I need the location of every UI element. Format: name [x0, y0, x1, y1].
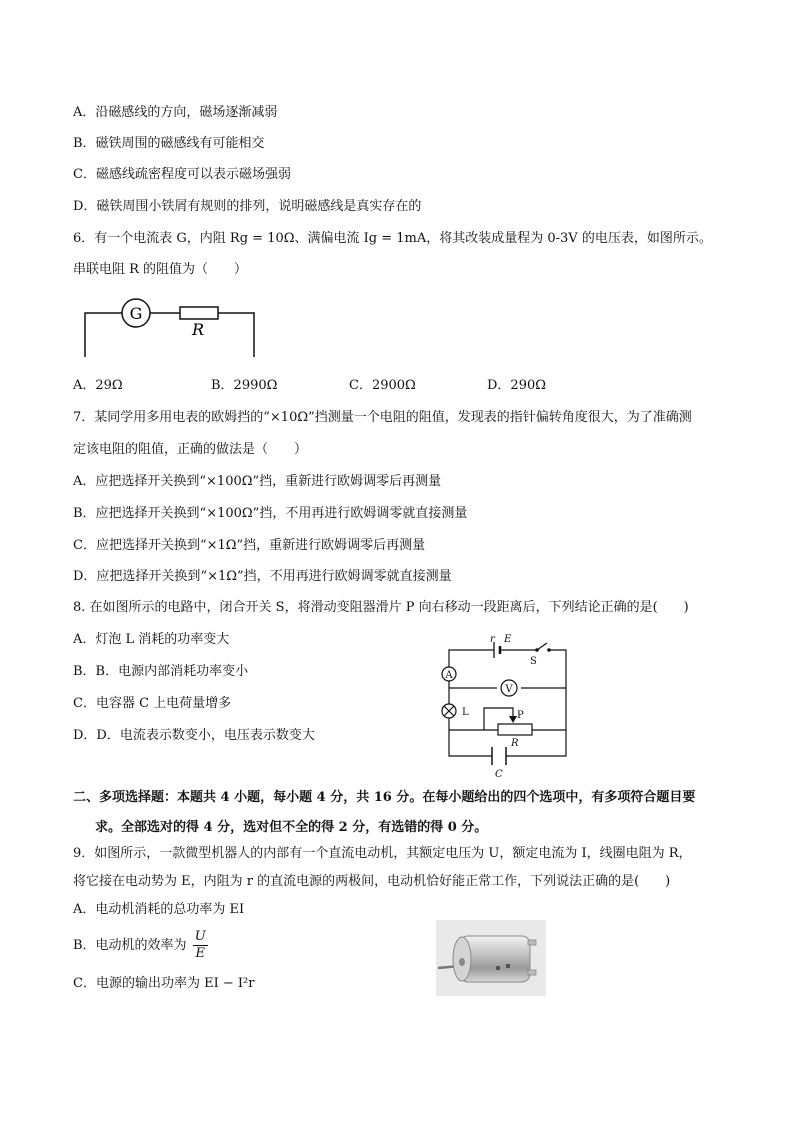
label-E: E — [504, 634, 512, 645]
label-S: S — [530, 656, 537, 667]
q9-option-a: A．电动机消耗的总功率为 EI — [73, 902, 245, 917]
q6-stem-line2: 串联电阻 R 的阻值为（ ） — [73, 262, 248, 277]
q6-stem-line1: 6．有一个电流表 G，内阻 Rg = 10Ω、满偏电流 Ig = 1mA，将其改装成量程为 0-3V 的电压表，如图所示。 — [73, 231, 712, 246]
label-r: r — [490, 634, 495, 645]
q6-option-b: B．2990Ω — [211, 378, 278, 393]
q8-option-a: A．灯泡 L 消耗的功率变大 — [73, 632, 230, 647]
fraction-denominator: E — [195, 946, 205, 961]
q8-circuit-diagram — [432, 634, 577, 780]
q6-circuit-diagram — [80, 295, 260, 361]
q7-option-c: C．应把选择开关换到“×1Ω”挡，重新进行欧姆调零后再测量 — [73, 538, 426, 553]
resistor-label: R — [191, 320, 205, 339]
galvanometer-label: G — [129, 304, 143, 323]
label-A: A — [445, 670, 453, 681]
q7-option-d: D．应把选择开关换到“×1Ω”挡，不用再进行欧姆调零就直接测量 — [73, 569, 452, 584]
dc-motor-image — [436, 920, 546, 996]
label-V: V — [505, 684, 513, 695]
q5-option-c: C．磁感线疏密程度可以表示磁场强弱 — [73, 167, 291, 182]
q8-option-b: B．B．电源内部消耗功率变小 — [73, 664, 249, 679]
q6-option-c: C．2900Ω — [349, 378, 416, 393]
fraction-numerator: U — [194, 929, 206, 944]
section-2-heading-line2: 求。全部选对的得 4 分，选对但不全的得 2 分，有选错的得 0 分。 — [95, 820, 488, 835]
efficiency-fraction — [193, 929, 208, 962]
q8-option-d: D．D．电流表示数变小，电压表示数变大 — [73, 728, 315, 743]
q8-stem: 8. 在如图所示的电路中，闭合开关 S，将滑动变阻器滑片 P 向右移动一段距离后，下列结论正确的是( ) — [73, 600, 689, 615]
q9-option-c: C．电源的输出功率为 EI − I²r — [73, 976, 255, 991]
label-L: L — [462, 707, 469, 718]
q9-option-b — [73, 926, 208, 966]
section-2-heading-line1: 二、多项选择题：本题共 4 小题，每小题 4 分，共 16 分。在每小题给出的四个选项中，有多项符合题目要 — [73, 790, 696, 805]
q7-option-b: B．应把选择开关换到“×100Ω”挡，不用再进行欧姆调零就直接测量 — [73, 506, 468, 521]
q7-stem-line1: 7．某同学用多用电表的欧姆挡的“×10Ω”挡测量一个电阻的阻值，发现表的指针偏转角度很大，为了准确测 — [73, 410, 692, 425]
label-R: R — [511, 738, 519, 749]
q5-option-b: B．磁铁周围的磁感线有可能相交 — [73, 136, 265, 151]
q9-stem-line2: 将它接在电动势为 E，内阻为 r 的直流电源的两极间，电动机恰好能正常工作，下列说法正确的是( ) — [73, 874, 671, 889]
q6-option-d: D．290Ω — [487, 378, 547, 393]
label-C: C — [495, 769, 503, 780]
q7-stem-line2: 定该电阻的阻值，正确的做法是（ ） — [73, 442, 308, 457]
q8-option-c: C．电容器 C 上电荷量增多 — [73, 696, 232, 711]
q5-option-a: A．沿磁感线的方向，磁场逐渐减弱 — [73, 105, 278, 120]
rheostat-symbol — [498, 724, 532, 735]
q9-stem-line1: 9．如图所示，一款微型机器人的内部有一个直流电动机，其额定电压为 U，额定电流为 I，线圈电阻为 R， — [73, 846, 692, 861]
q5-option-d: D．磁铁周围小铁屑有规则的排列，说明磁感线是真实存在的 — [73, 199, 422, 214]
q6-option-a: A．29Ω — [73, 378, 123, 393]
q9-option-b-text: B．电动机的效率为 — [73, 938, 187, 953]
label-P: P — [517, 710, 524, 721]
q7-option-a: A．应把选择开关换到“×100Ω”挡，重新进行欧姆调零后再测量 — [73, 474, 442, 489]
resistor-symbol — [180, 307, 218, 319]
